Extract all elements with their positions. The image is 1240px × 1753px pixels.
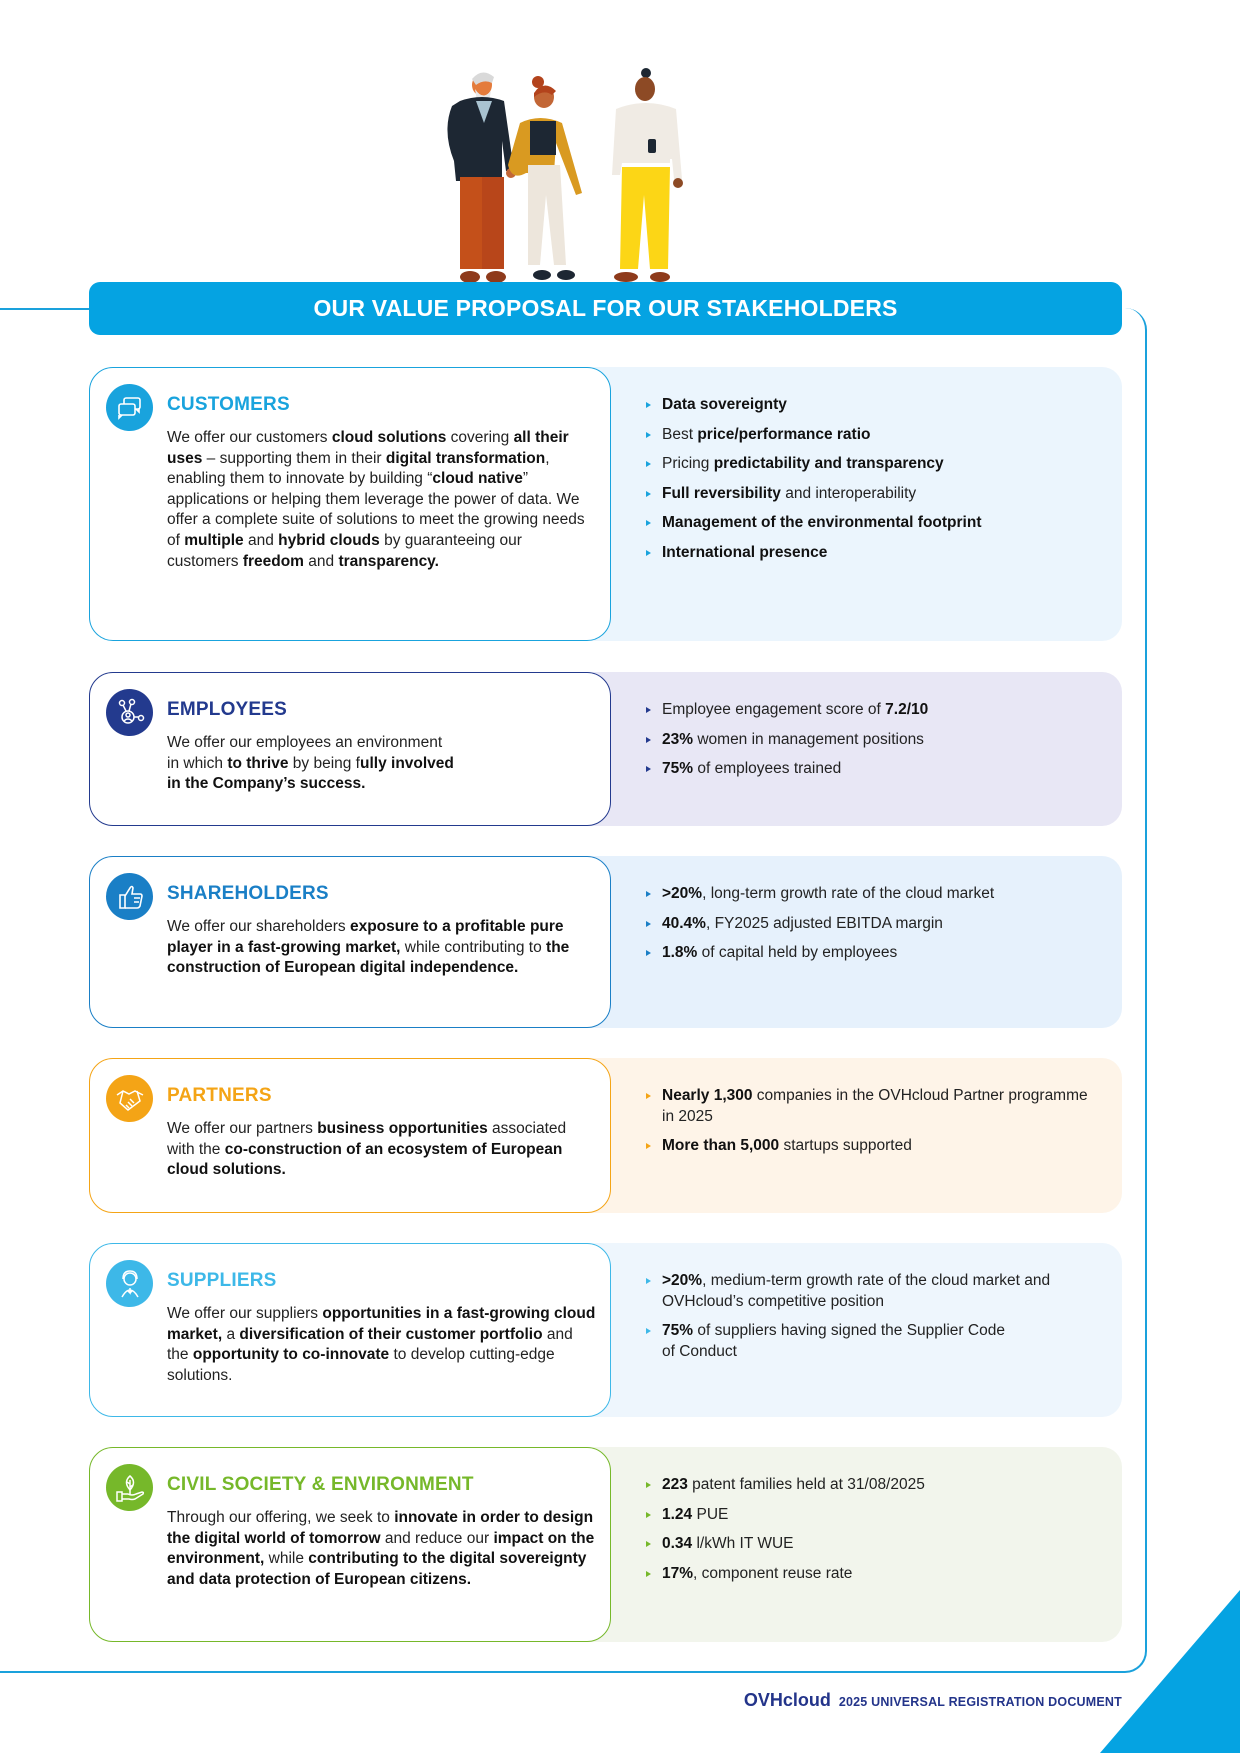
bullet-triangle-icon [646, 1278, 651, 1284]
highlight-text: More than 5,000 startups supported [662, 1137, 912, 1154]
highlight-item [644, 759, 1094, 780]
section-description: We offer our partners business opportunities associated with the co-construction of an ecosystem of European cloud solutions. [167, 1120, 567, 1179]
highlight-text: Management of the environmental footprint [662, 514, 982, 531]
highlight-item [644, 1564, 1094, 1585]
bullet-triangle-icon [646, 461, 651, 467]
section-highlights-list [644, 1475, 1094, 1593]
highlight-item [644, 484, 1094, 505]
page-title-banner [89, 282, 1122, 335]
person-woman-bun [508, 76, 582, 280]
network-person-icon [106, 689, 153, 736]
section-title: SHAREHOLDERS [167, 883, 329, 904]
section-highlights-list [644, 884, 1094, 973]
highlight-item [644, 1271, 1094, 1312]
bullet-triangle-icon [646, 1571, 651, 1577]
highlight-text: 17%, component reuse rate [662, 1564, 853, 1582]
highlight-text: 1.8% of capital held by employees [662, 944, 898, 961]
highlight-item [644, 1475, 1094, 1496]
highlight-text: >20%, long-term growth rate of the cloud market [662, 885, 995, 902]
section-employees [89, 672, 1122, 826]
highlight-text: Employee engagement score of 7.2/10 [662, 701, 929, 718]
section-highlights-list [644, 1271, 1094, 1371]
bullet-triangle-icon [646, 950, 651, 956]
section-title: PARTNERS [167, 1085, 272, 1106]
handshake-icon [106, 1075, 153, 1122]
section-description-card [89, 367, 611, 641]
hand-leaf-icon [106, 1464, 153, 1511]
section-description-card [89, 1243, 611, 1417]
section-description: We offer our customers cloud solutions covering all their uses – supporting them in their digital transformation, enabling them to innovate by building “cloud native” applications or helping them leverage the power of data. We offer a complete suite of solutions to meet the growing needs of multiple and hybrid clouds by guaranteeing our customers freedom and transparency. [167, 429, 585, 570]
section-civil-society [89, 1447, 1122, 1642]
bullet-triangle-icon [646, 1093, 651, 1099]
headset-person-icon [106, 1260, 153, 1307]
bullet-triangle-icon [646, 737, 651, 743]
highlight-item [644, 1505, 1094, 1526]
highlight-text: 1.24 PUE [662, 1505, 729, 1523]
thumbs-up-icon [106, 873, 153, 920]
section-title: CUSTOMERS [167, 394, 290, 415]
section-highlights-list [644, 1086, 1094, 1166]
highlight-item [644, 884, 1094, 905]
highlight-text: Pricing predictability and transparency [662, 455, 944, 472]
highlight-text: 0.34 l/kWh IT WUE [662, 1535, 794, 1552]
section-description: We offer our employees an environment in which to thrive by being fully involved in the Company’s success. [167, 734, 454, 793]
highlight-text: 223 patent families held at 31/08/2025 [662, 1476, 925, 1493]
highlight-item [644, 1136, 1094, 1157]
highlight-text: 75% of employees trained [662, 760, 842, 777]
footer-brand: OVHcloud [743, 1690, 831, 1710]
highlight-text: Full reversibility and interoperability [662, 484, 917, 502]
section-title: SUPPLIERS [167, 1270, 277, 1291]
highlight-item [644, 943, 1094, 964]
bullet-triangle-icon [646, 402, 651, 408]
section-partners [89, 1058, 1122, 1213]
section-suppliers [89, 1243, 1122, 1417]
bullet-triangle-icon [646, 491, 651, 497]
person-man-grey-hair [447, 72, 516, 283]
bullet-triangle-icon [646, 550, 651, 556]
highlight-item [644, 914, 1094, 935]
highlight-text: 23% women in management positions [662, 730, 924, 748]
bullet-triangle-icon [646, 520, 651, 526]
bullet-triangle-icon [646, 432, 651, 438]
chat-bubbles-icon [106, 384, 153, 431]
highlight-text: 75% of suppliers having signed the Supplier Code of Conduct [662, 1322, 1005, 1360]
section-description-card [89, 856, 611, 1028]
highlight-text: International presence [662, 543, 828, 561]
highlight-item [644, 1534, 1094, 1555]
highlight-item [644, 395, 1094, 416]
highlight-text: Data sovereignty [662, 396, 787, 413]
bullet-triangle-icon [646, 891, 651, 897]
footer-document-title: 2025 UNIVERSAL REGISTRATION DOCUMENT [838, 1695, 1122, 1709]
page-title: OUR VALUE PROPOSAL FOR OUR STAKEHOLDERS [313, 295, 898, 321]
section-highlights-list [644, 395, 1094, 572]
bullet-triangle-icon [646, 921, 651, 927]
highlight-item [644, 513, 1094, 534]
highlight-text: Best price/performance ratio [662, 425, 871, 443]
highlight-item [644, 1086, 1094, 1127]
section-description: We offer our suppliers opportunities in a fast-growing cloud market, a diversification of their customer portfolio and the opportunity to co-innovate to develop cutting-edge solutions. [167, 1305, 596, 1384]
bullet-triangle-icon [646, 1512, 651, 1518]
section-shareholders [89, 856, 1122, 1028]
corner-decoration [1100, 1590, 1240, 1753]
section-customers [89, 367, 1122, 641]
section-title: EMPLOYEES [167, 699, 288, 720]
highlight-item [644, 730, 1094, 751]
highlight-text: Nearly 1,300 companies in the OVHcloud Partner programme in 2025 [662, 1087, 1088, 1125]
frame-line-bottom [0, 1671, 70, 1673]
three-people-illustration [420, 65, 700, 285]
bullet-triangle-icon [646, 766, 651, 772]
highlight-item [644, 425, 1094, 446]
bullet-triangle-icon [646, 1328, 651, 1334]
highlight-item [644, 1321, 1094, 1362]
highlight-item [644, 700, 1094, 721]
section-description: Through our offering, we seek to innovate in order to design the digital world of tomorrow and reduce our impact on the environment, while contributing to the digital sovereignty and data protection of European citizens. [167, 1509, 595, 1588]
footer [744, 1690, 1122, 1711]
highlight-text: 40.4%, FY2025 adjusted EBITDA margin [662, 914, 943, 932]
person-man-phone [612, 68, 683, 282]
bullet-triangle-icon [646, 707, 651, 713]
bullet-triangle-icon [646, 1143, 651, 1149]
section-description-card [89, 1058, 611, 1213]
highlight-item [644, 454, 1094, 475]
section-description: We offer our shareholders exposure to a profitable pure player in a fast-growing market, while contributing to the construction of European digital independence. [167, 918, 570, 977]
section-title: CIVIL SOCIETY & ENVIRONMENT [167, 1474, 474, 1495]
section-highlights-list [644, 700, 1094, 789]
section-description-card [89, 1447, 611, 1642]
bullet-triangle-icon [646, 1482, 651, 1488]
highlight-item [644, 543, 1094, 564]
section-description-card [89, 672, 611, 826]
highlight-text: >20%, medium-term growth rate of the cloud market and OVHcloud’s competitive position [662, 1272, 1051, 1310]
bullet-triangle-icon [646, 1541, 651, 1547]
